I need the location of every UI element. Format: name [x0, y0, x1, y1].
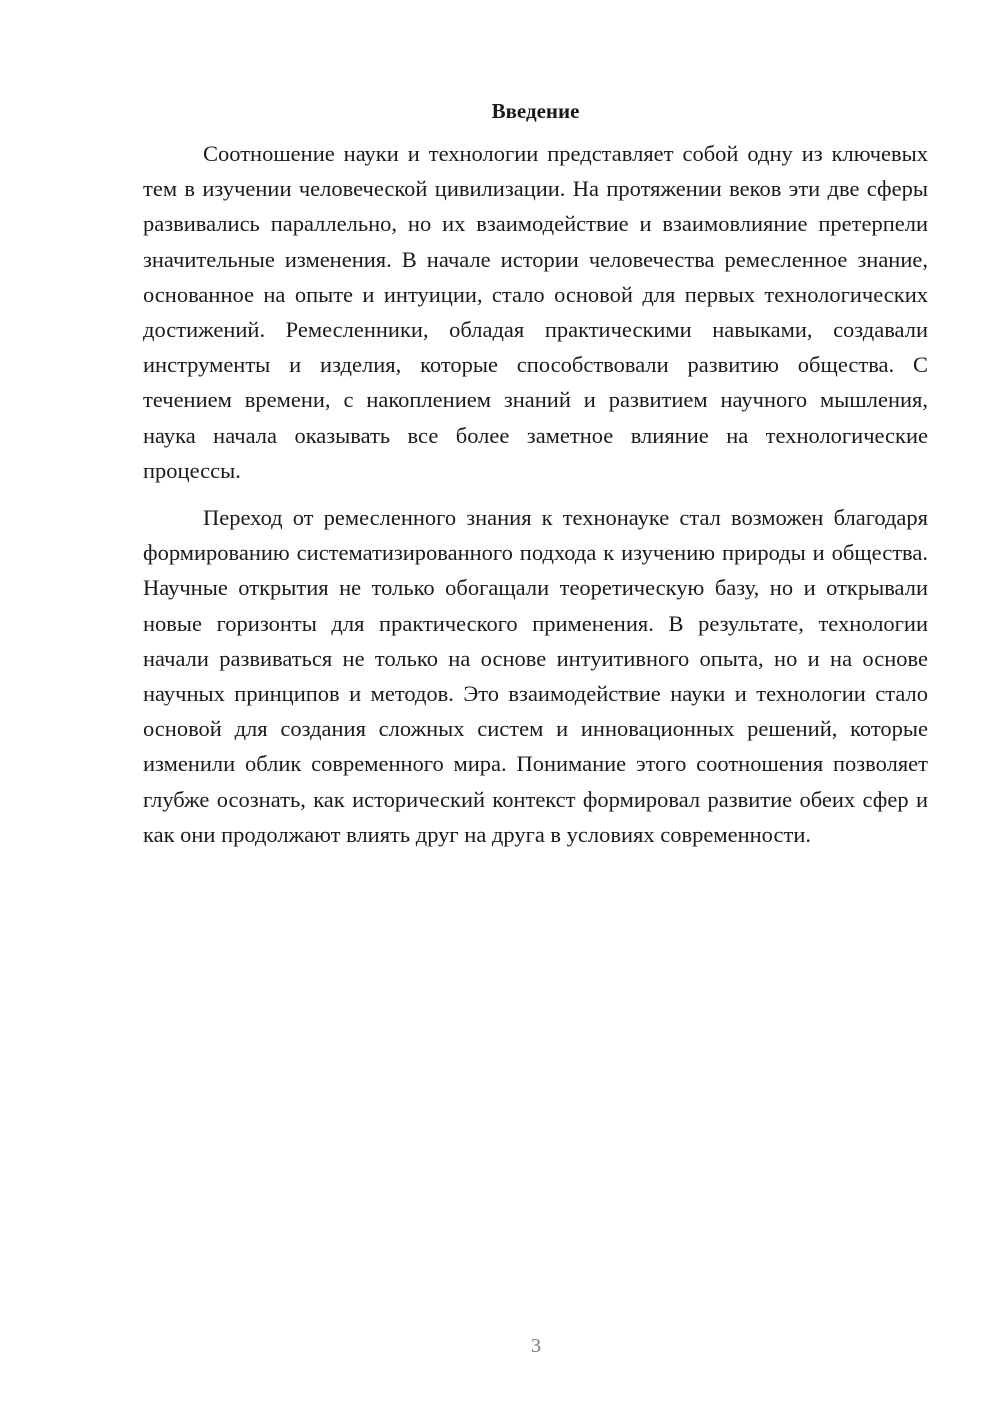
- paragraph-2: Переход от ремесленного знания к технонауке стал возможен благодаря формированию систематизированного подхода к изучению природы и общества. Научные открытия не только обогащали теоретическую базу, но и открывали новые горизонты для практического применения. В результате, технологии начали развиваться не только на основе интуитивного опыта, но и на основе научных принципов и методов. Это взаимодействие науки и технологии стало основой для создания сложных систем и инновационных решений, которые изменили облик современного мира. Понимание этого соотношения позволяет глубже осознать, как исторический контекст формировал развитие обеих сфер и как они продолжают влиять друг на друга в условиях современности.: [143, 505, 928, 847]
- paragraph-1: Соотношение науки и технологии представляет собой одну из ключевых тем в изучении человеческой цивилизации. На протяжении веков эти две сферы развивались параллельно, но их взаимодействие и взаимовлияние претерпели значительные изменения. В начале истории человечества ремесленное знание, основанное на опыте и интуиции, стало основой для первых технологических достижений. Ремесленники, обладая практическими навыками, создавали инструменты и изделия, которые способствовали развитию общества. С течением времени, с накоплением знаний и развитием научного мышления, наука начала оказывать все более заметное влияние на технологические процессы.: [143, 141, 928, 483]
- section-title: Введение: [491, 99, 580, 123]
- page-content: [143, 92, 928, 852]
- page-number: 3: [531, 1335, 541, 1357]
